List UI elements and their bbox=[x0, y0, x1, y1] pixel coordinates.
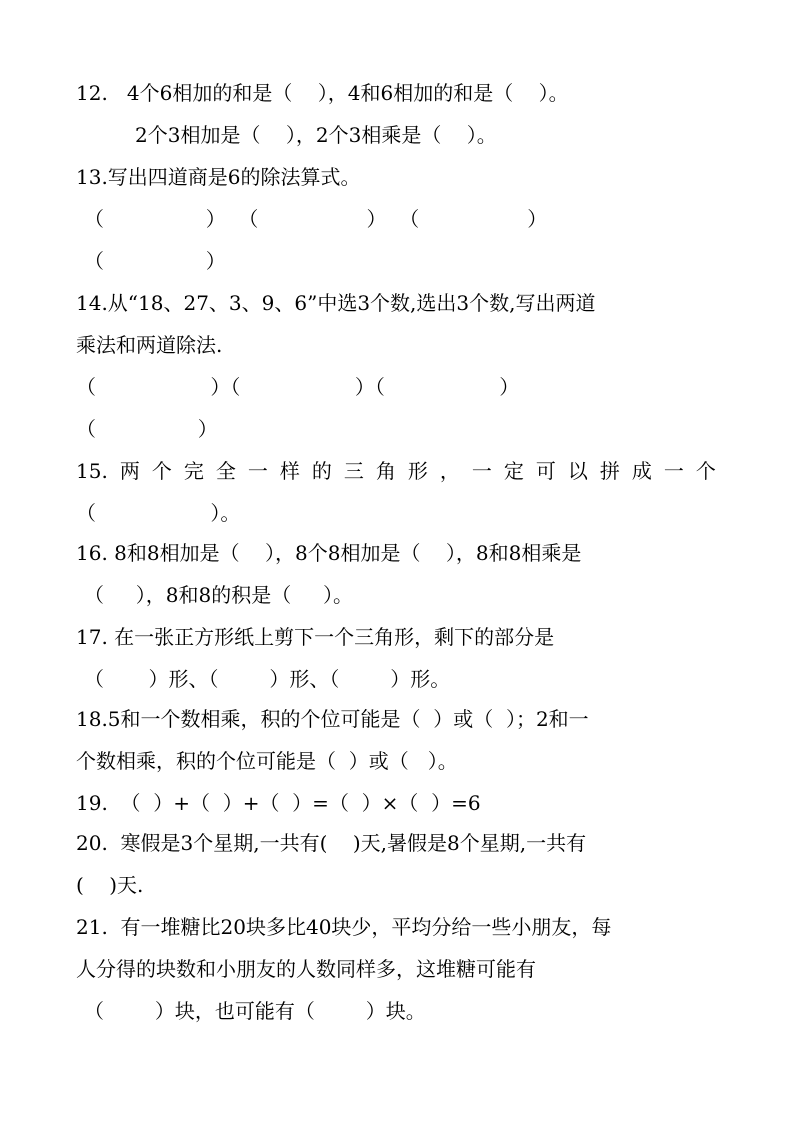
q15-line-1 bbox=[76, 458, 716, 484]
q15-char: 成 bbox=[631, 459, 652, 483]
q15-char: 三 bbox=[343, 459, 364, 483]
q15-char: 一 bbox=[471, 459, 492, 483]
q15-char: 完 bbox=[183, 459, 204, 483]
q15-char: 15. bbox=[76, 459, 108, 483]
q15-line-2: （ ）。 bbox=[76, 501, 241, 525]
q15-char: 样 bbox=[279, 459, 300, 483]
q15-char: 全 bbox=[215, 459, 236, 483]
q16-line-2: （ ），8和8的积是（ ）。 bbox=[84, 583, 354, 607]
q15-char: 个 bbox=[151, 459, 172, 483]
q17-line-2: （ ）形、（ ）形、（ ）形。 bbox=[84, 667, 451, 691]
q12-line-1: 12. 4个6相加的和是（ ），4和6相加的和是（ ）。 bbox=[76, 81, 569, 105]
q18-line-2: 个数相乘，积的个位可能是（ ）或（ ）。 bbox=[76, 749, 458, 773]
q15-char: 定 bbox=[503, 459, 524, 483]
q13-line-3: （ ） bbox=[84, 249, 226, 273]
q15-char: 可 bbox=[535, 459, 556, 483]
q20-line-2: ( )天. bbox=[76, 873, 144, 897]
q15-char: 一 bbox=[247, 459, 268, 483]
q12-line-2: 2个3相加是（ ），2个3相乘是（ ）。 bbox=[135, 123, 497, 147]
q21-line-1: 21. 有一堆糖比20块多比40块少，平均分给一些小朋友，每 bbox=[76, 915, 612, 939]
q15-char: 的 bbox=[311, 459, 332, 483]
q15-char: 个 bbox=[695, 459, 716, 483]
q15-char: 拼 bbox=[599, 459, 620, 483]
q15-char: 角 bbox=[375, 459, 396, 483]
q14-line-1: 14.从“18、27、3、9、6”中选3个数,选出3个数,写出两道 bbox=[76, 291, 596, 315]
q15-char: 形 bbox=[407, 459, 428, 483]
q21-line-2: 人分得的块数和小朋友的人数同样多，这堆糖可能有 bbox=[76, 957, 536, 981]
q17-line-1: 17. 在一张正方形纸上剪下一个三角形，剩下的部分是 bbox=[76, 625, 555, 649]
q19-line-1: 19. （ ）+（ ）+（ ）=（ ）×（ ）=6 bbox=[76, 791, 481, 815]
q14-line-4: （ ） bbox=[76, 417, 218, 441]
q21-line-3: （ ）块，也可能有（ ）块。 bbox=[84, 999, 426, 1023]
q18-line-1: 18.5和一个数相乘，积的个位可能是（ ）或（ ）；2和一 bbox=[76, 707, 589, 731]
q15-char: ， bbox=[439, 459, 460, 483]
q15-char: 两 bbox=[119, 459, 140, 483]
q15-char: 一 bbox=[663, 459, 684, 483]
q20-line-1: 20. 寒假是3个星期,一共有( )天,暑假是8个星期,一共有 bbox=[76, 831, 587, 855]
q15-char: 以 bbox=[567, 459, 588, 483]
q13-line-2: （ ） （ ） （ ） bbox=[84, 207, 548, 231]
q14-line-2: 乘法和两道除法. bbox=[76, 333, 223, 357]
q13-line-1: 13.写出四道商是6的除法算式。 bbox=[76, 165, 361, 189]
q14-line-3: （ ）（ ）（ ） bbox=[76, 375, 520, 399]
q16-line-1: 16. 8和8相加是（ ），8个8相加是（ ），8和8相乘是 bbox=[76, 541, 582, 565]
